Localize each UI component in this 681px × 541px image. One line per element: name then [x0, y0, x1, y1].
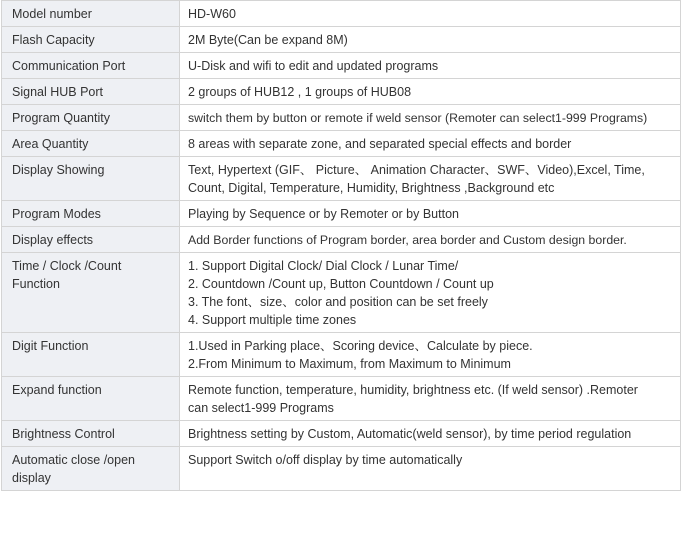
table-row — [2, 421, 681, 447]
table-row — [2, 333, 681, 377]
spec-value: Brightness setting by Custom, Automatic(weld sensor), by time period regulation — [180, 421, 681, 447]
spec-value: Support Switch o/off display by time automatically — [180, 447, 681, 491]
spec-value: 2M Byte(Can be expand 8M) — [180, 27, 681, 53]
table-row — [2, 377, 681, 421]
table-row — [2, 253, 681, 333]
spec-label: Signal HUB Port — [2, 79, 180, 105]
spec-value: Text, Hypertext (GIF、 Picture、 Animation Character、SWF、Video),Excel, Time, Count, Digital, Temperature, Humidity, Brightness ,Background etc — [180, 157, 681, 201]
spec-label: Program Modes — [2, 201, 180, 227]
table-row — [2, 201, 681, 227]
spec-value: U-Disk and wifi to edit and updated programs — [180, 53, 681, 79]
spec-label: Expand function — [2, 377, 180, 421]
spec-value: 2 groups of HUB12 , 1 groups of HUB08 — [180, 79, 681, 105]
table-row — [2, 79, 681, 105]
spec-label: Area Quantity — [2, 131, 180, 157]
spec-label: Digit Function — [2, 333, 180, 377]
table-row — [2, 105, 681, 131]
spec-label: Communication Port — [2, 53, 180, 79]
spec-label: Model number — [2, 1, 180, 27]
table-row — [2, 157, 681, 201]
spec-label: Display Showing — [2, 157, 180, 201]
table-row — [2, 1, 681, 27]
spec-value: switch them by button or remote if weld sensor (Remoter can select1-999 Programs) — [180, 105, 681, 131]
spec-table — [1, 0, 681, 491]
table-row — [2, 53, 681, 79]
spec-label: Program Quantity — [2, 105, 180, 131]
spec-value: 8 areas with separate zone, and separated special effects and border — [180, 131, 681, 157]
spec-value: 1.Used in Parking place、Scoring device、Calculate by piece. 2.From Minimum to Maximum, from Maximum to Minimum — [180, 333, 681, 377]
table-row — [2, 227, 681, 253]
spec-label: Time / Clock /Count Function — [2, 253, 180, 333]
spec-value: 1. Support Digital Clock/ Dial Clock / Lunar Time/ 2. Countdown /Count up, Button Countdown / Count up 3. The font、size、color and position can be set freely 4. Support multiple time zones — [180, 253, 681, 333]
spec-label: Automatic close /open display — [2, 447, 180, 491]
spec-label: Display effects — [2, 227, 180, 253]
spec-value: Playing by Sequence or by Remoter or by Button — [180, 201, 681, 227]
table-row — [2, 447, 681, 491]
table-row — [2, 131, 681, 157]
spec-value: Add Border functions of Program border, area border and Custom design border. — [180, 227, 681, 253]
spec-value: HD-W60 — [180, 1, 681, 27]
spec-label: Flash Capacity — [2, 27, 180, 53]
spec-table-body — [2, 1, 681, 491]
spec-value: Remote function, temperature, humidity, brightness etc. (If weld sensor) .Remoter can select1-999 Programs — [180, 377, 681, 421]
spec-label: Brightness Control — [2, 421, 180, 447]
table-row — [2, 27, 681, 53]
